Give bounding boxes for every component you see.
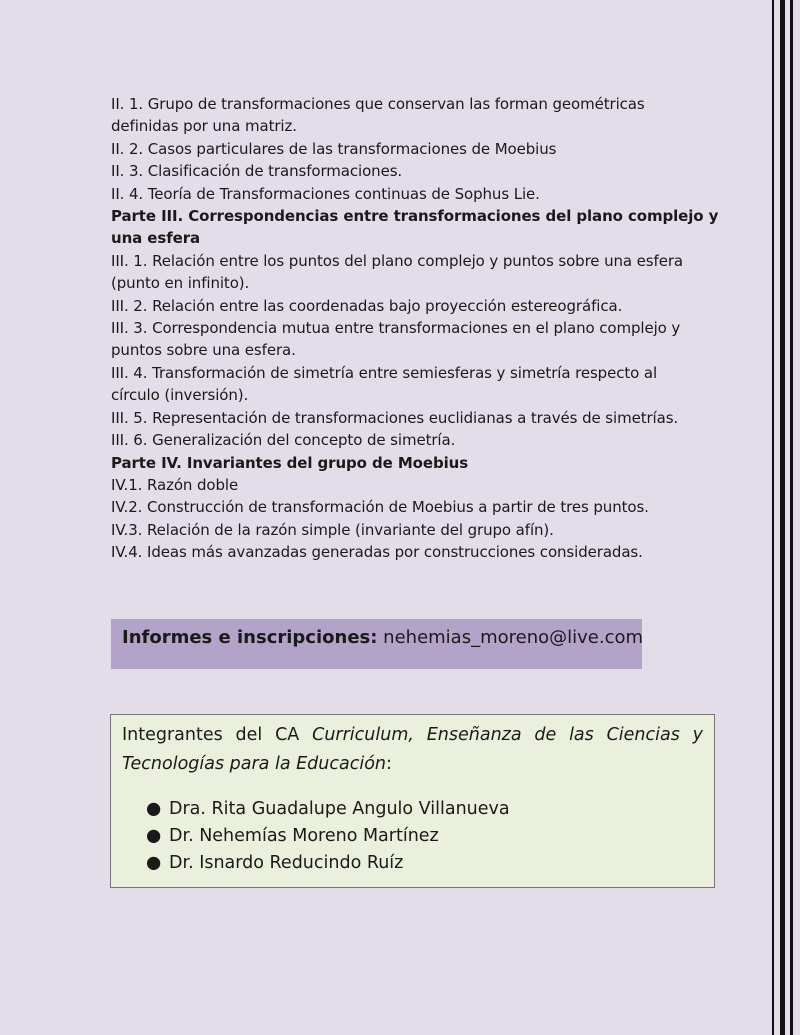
syllabus-line: IV.1. Razón doble xyxy=(111,475,239,494)
member-name: Dra. Rita Guadalupe Angulo Villanueva xyxy=(169,799,510,819)
page-border-rules xyxy=(758,0,800,1035)
section-heading-part-iv: Parte IV. Invariantes del grupo de Moebius xyxy=(111,453,469,472)
syllabus-line: III. 2. Relación entre las coordenadas bajo proyección estereográfica. xyxy=(111,296,623,315)
syllabus-line: IV.3. Relación de la razón simple (invariante del grupo afín). xyxy=(111,520,554,539)
bullet-icon: ● xyxy=(146,799,162,819)
list-item xyxy=(122,796,703,823)
syllabus-line: círculo (inversión). xyxy=(111,386,249,405)
contact-email[interactable]: nehemias_moreno@live.com xyxy=(377,627,644,648)
syllabus-line: II. 3. Clasificación de transformaciones. xyxy=(111,162,403,181)
info-banner xyxy=(111,619,642,669)
syllabus-line: IV.2. Construcción de transformación de Moebius a partir de tres puntos. xyxy=(111,498,649,517)
syllabus-line: II. 2. Casos particulares de las transformaciones de Moebius xyxy=(111,139,557,158)
bullet-icon: ● xyxy=(146,853,162,873)
members-intro-colon: : xyxy=(386,754,392,774)
info-label: Informes e inscripciones: xyxy=(122,627,378,648)
section-heading-part-iii-cont: una esfera xyxy=(111,229,201,248)
members-box xyxy=(110,714,715,888)
members-intro-text: Integrantes del CA xyxy=(122,725,313,745)
group-name: Curriculum, Enseñanza de las Ciencias y Tecnologías para la Educación xyxy=(122,725,703,774)
members-intro xyxy=(122,721,703,779)
syllabus-line: (punto en infinito). xyxy=(111,274,250,293)
syllabus-line: II. 4. Teoría de Transformaciones continuas de Sophus Lie. xyxy=(111,184,540,203)
syllabus-section xyxy=(111,93,719,564)
syllabus-line: III. 3. Correspondencia mutua entre transformaciones en el plano complejo y xyxy=(111,319,681,338)
syllabus-line: definidas por una matriz. xyxy=(111,117,297,136)
syllabus-line: III. 1. Relación entre los puntos del plano complejo y puntos sobre una esfera xyxy=(111,251,683,270)
syllabus-line: puntos sobre una esfera. xyxy=(111,341,296,360)
syllabus-line: III. 6. Generalización del concepto de simetría. xyxy=(111,431,456,450)
syllabus-line: IV.4. Ideas más avanzadas generadas por construcciones consideradas. xyxy=(111,543,643,562)
syllabus-line: II. 1. Grupo de transformaciones que conservan las forman geométricas xyxy=(111,95,645,113)
border-rule-thin xyxy=(772,0,774,1035)
members-list xyxy=(122,796,703,877)
list-item xyxy=(122,850,703,877)
list-item xyxy=(122,823,703,850)
syllabus-line: III. 5. Representación de transformaciones euclidianas a través de simetrías. xyxy=(111,408,679,427)
syllabus-line: III. 4. Transformación de simetría entre semiesferas y simetría respecto al xyxy=(111,363,658,382)
border-rule-thick xyxy=(780,0,785,1035)
section-heading-part-iii: Parte III. Correspondencias entre transformaciones del plano complejo y xyxy=(111,207,719,226)
member-name: Dr. Isnardo Reducindo Ruíz xyxy=(169,853,404,873)
border-rule-medium xyxy=(790,0,793,1035)
member-name: Dr. Nehemías Moreno Martínez xyxy=(169,826,439,846)
bullet-icon: ● xyxy=(146,826,162,846)
